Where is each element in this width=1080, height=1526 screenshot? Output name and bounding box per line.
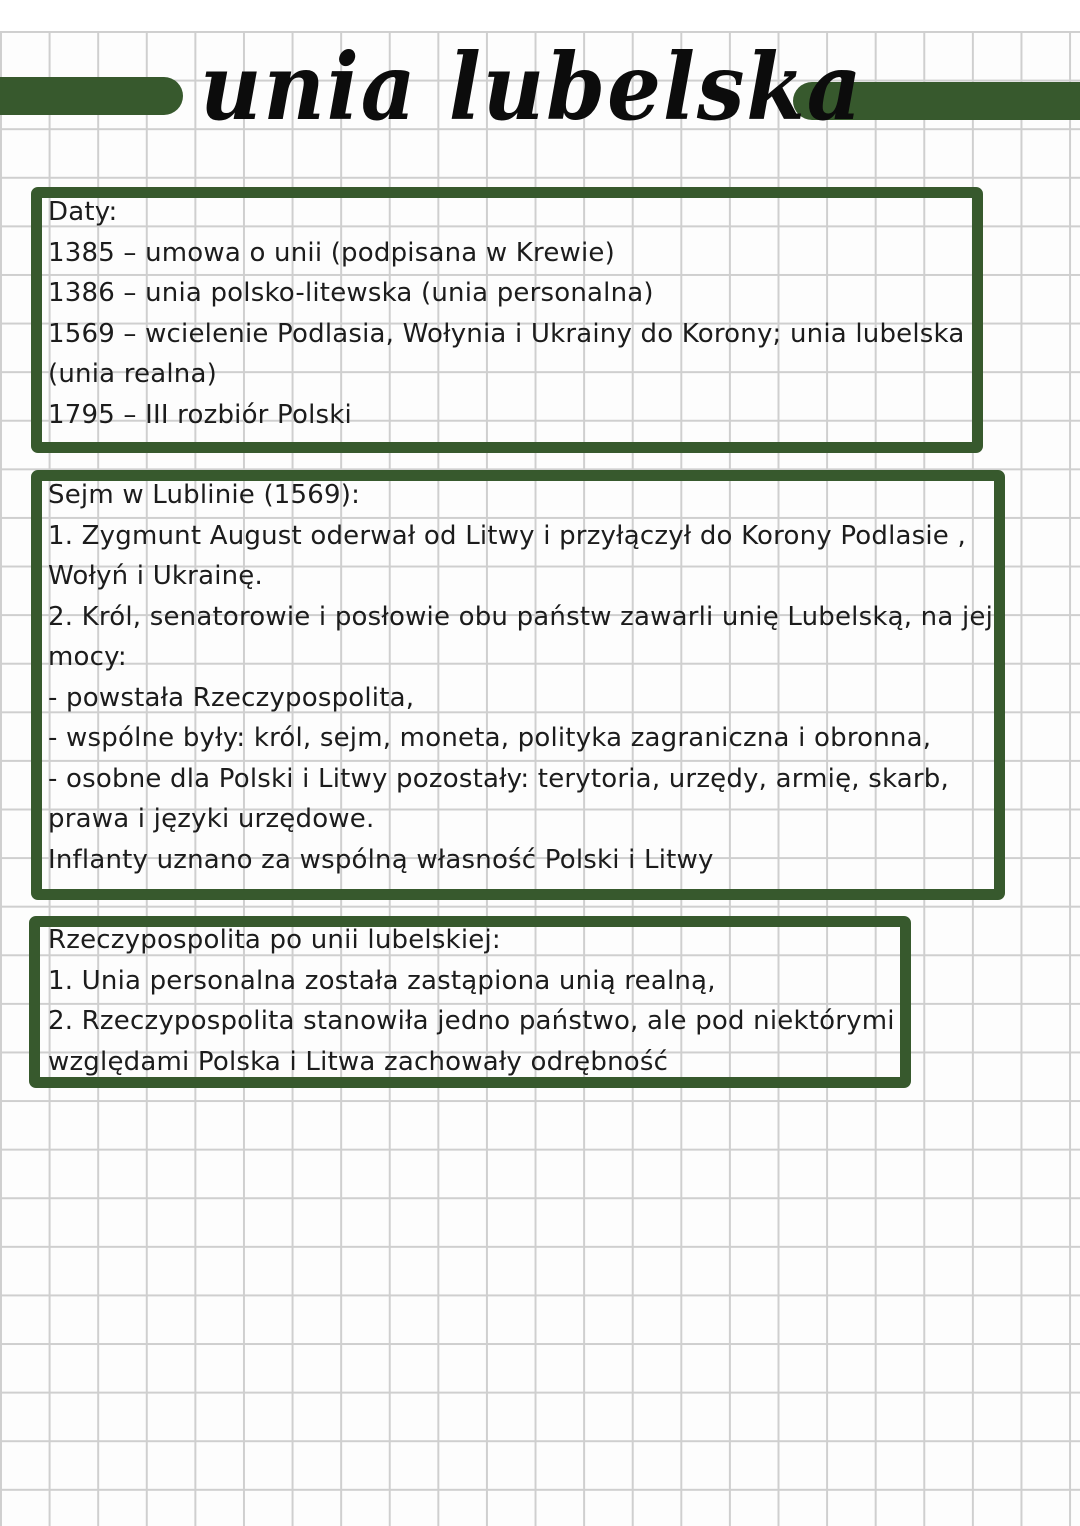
section-heading: Daty: — [48, 197, 118, 227]
date-line: 1569 – wcielenie Podlasia, Wołynia i Ukrainy do Korony; unia lubelska — [48, 318, 965, 349]
note-line: Inflanty uznano za wspólną własność Polski i Litwy — [48, 844, 714, 875]
section-heading: Sejm w Lublinie (1569): — [48, 480, 361, 510]
date-line: 1386 – unia polsko-litewska (unia personalna) — [48, 278, 654, 308]
note-line: Wołyń i Ukrainę. — [48, 561, 263, 591]
section-heading: Rzeczypospolita po unii lubelskiej: — [48, 925, 501, 955]
note-line: - osobne dla Polski i Litwy pozostały: terytoria, urzędy, armię, skarb, — [48, 763, 949, 794]
date-line: (unia realna) — [48, 359, 217, 389]
note-line: prawa i języki urzędowe. — [48, 804, 375, 834]
sejm-section — [48, 475, 993, 880]
note-line: 2. Król, senatorowie i posłowie obu państw zawarli unię Lubelską, na jej — [48, 601, 993, 632]
note-line: 2. Rzeczypospolita stanowiła jedno państwo, ale pod niektórymi — [48, 1006, 895, 1036]
note-line: - powstała Rzeczypospolita, — [48, 682, 415, 713]
after-union-section — [48, 920, 895, 1082]
note-line: 1. Unia personalna została zastąpiona unią realną, — [48, 965, 716, 996]
note-line: względami Polska i Litwa zachowały odrębność — [48, 1046, 669, 1077]
page-title: unia lubelska — [200, 33, 864, 141]
note-line: - wspólne były: król, sejm, moneta, polityka zagraniczna i obronna, — [48, 723, 932, 753]
date-line: 1385 – umowa o unii (podpisana w Krewie) — [48, 237, 615, 268]
dates-section — [48, 192, 964, 435]
title-decoration-bar-left — [0, 77, 183, 115]
date-line: 1795 – III rozbiór Polski — [48, 399, 352, 430]
note-line: mocy: — [48, 642, 127, 672]
note-line: 1. Zygmunt August oderwał od Litwy i przyłączył do Korony Podlasie , — [48, 520, 966, 551]
